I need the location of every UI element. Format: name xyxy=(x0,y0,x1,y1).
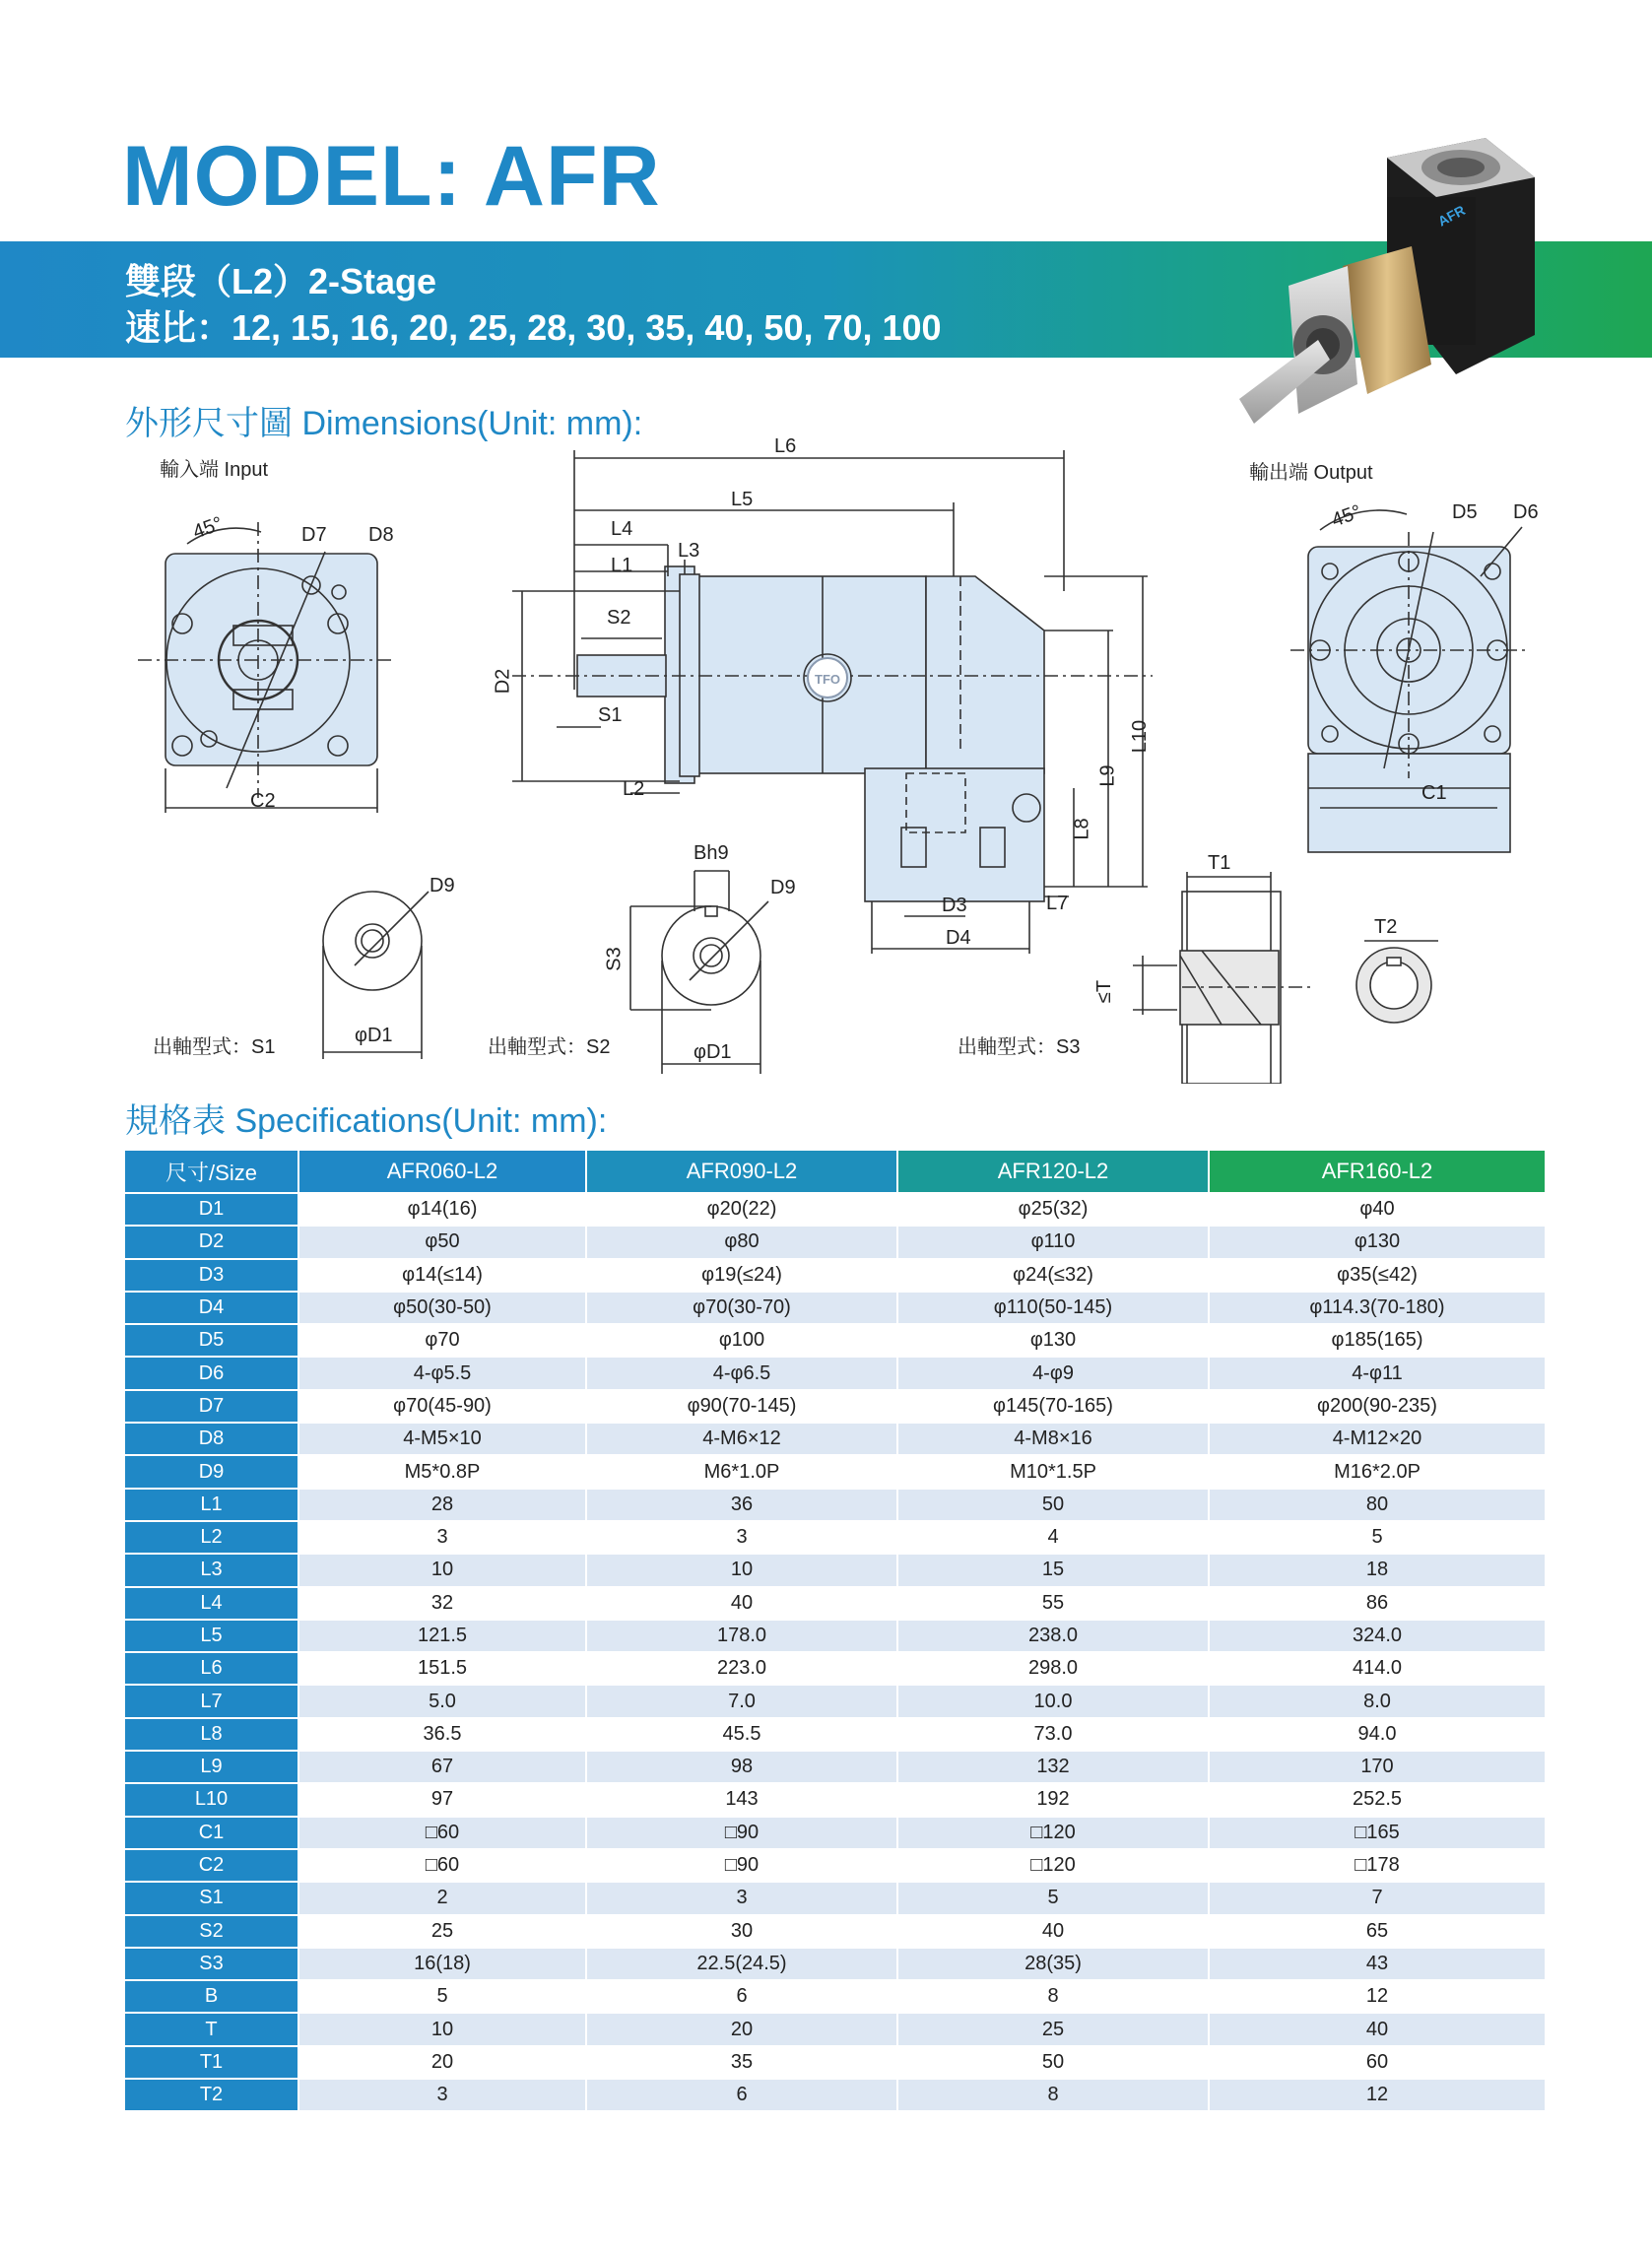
table-row xyxy=(125,1817,1546,1849)
table-cell: φ80 xyxy=(586,1226,897,1258)
table-cell: M6*1.0P xyxy=(586,1455,897,1488)
table-cell: φ14(≤14) xyxy=(298,1259,586,1292)
label-l8: L8 xyxy=(1071,818,1093,840)
table-cell: 121.5 xyxy=(298,1620,586,1652)
table-cell: φ20(22) xyxy=(586,1193,897,1226)
table-cell: φ70 xyxy=(298,1324,586,1357)
table-cell: 10.0 xyxy=(897,1685,1209,1717)
table-cell: □60 xyxy=(298,1849,586,1882)
row-label: S2 xyxy=(125,1915,298,1948)
label-d1-s1: φD1 xyxy=(355,1025,393,1046)
label-d2: D2 xyxy=(492,668,514,695)
table-row xyxy=(125,1751,1546,1783)
table-row xyxy=(125,2046,1546,2079)
table-row xyxy=(125,1489,1546,1521)
table-header-row xyxy=(125,1151,1546,1193)
table-cell: 4-M6×12 xyxy=(586,1423,897,1455)
table-cell: 414.0 xyxy=(1209,1652,1546,1685)
table-cell: 6 xyxy=(586,2079,897,2110)
table-row xyxy=(125,1587,1546,1620)
output-label: 輸出端 Output xyxy=(1249,462,1373,484)
table-row xyxy=(125,1882,1546,1914)
label-l6: L6 xyxy=(774,435,797,457)
shaft-type-s1: 出軸型式：S1 xyxy=(153,1036,276,1058)
label-d3: D3 xyxy=(942,895,967,916)
table-cell: 324.0 xyxy=(1209,1620,1546,1652)
table-cell: 40 xyxy=(1209,2013,1546,2045)
table-row xyxy=(125,1980,1546,2013)
table-cell: 20 xyxy=(586,2013,897,2045)
row-label: L2 xyxy=(125,1521,298,1554)
label-d8: D8 xyxy=(368,524,394,546)
label-s3: S3 xyxy=(603,947,626,971)
table-row xyxy=(125,1292,1546,1324)
label-c2: C2 xyxy=(250,790,276,812)
table-cell: 80 xyxy=(1209,1489,1546,1521)
table-cell: φ35(≤42) xyxy=(1209,1259,1546,1292)
table-cell: 238.0 xyxy=(897,1620,1209,1652)
table-cell: 18 xyxy=(1209,1554,1546,1586)
shaft-type-s3: 出軸型式：S3 xyxy=(958,1036,1081,1058)
table-row xyxy=(125,1783,1546,1816)
table-cell: 15 xyxy=(897,1554,1209,1586)
table-row xyxy=(125,1685,1546,1717)
shaft-type-s2: 出軸型式：S2 xyxy=(488,1036,611,1058)
table-cell: 7 xyxy=(1209,1882,1546,1914)
table-cell: 12 xyxy=(1209,1980,1546,2013)
row-label: S3 xyxy=(125,1948,298,1980)
table-cell: φ110(50-145) xyxy=(897,1292,1209,1324)
table-cell: 12 xyxy=(1209,2079,1546,2110)
row-label: T xyxy=(125,2013,298,2045)
ratio-text: 速比：12, 15, 16, 20, 25, 28, 30, 35, 40, 50, 70, 100 xyxy=(125,307,942,348)
table-row xyxy=(125,1849,1546,1882)
label-l1: L1 xyxy=(611,555,633,576)
table-cell: 4-M12×20 xyxy=(1209,1423,1546,1455)
table-cell: 4-φ6.5 xyxy=(586,1357,897,1389)
table-row xyxy=(125,1226,1546,1258)
label-s2: S2 xyxy=(607,607,631,629)
table-cell: 132 xyxy=(897,1751,1209,1783)
table-cell: 45.5 xyxy=(586,1718,897,1751)
table-cell: 94.0 xyxy=(1209,1718,1546,1751)
svg-text:AFR: AFR xyxy=(1434,202,1468,230)
row-label: D8 xyxy=(125,1423,298,1455)
table-cell: φ14(16) xyxy=(298,1193,586,1226)
table-cell: φ50(30-50) xyxy=(298,1292,586,1324)
table-cell: 4-φ11 xyxy=(1209,1357,1546,1389)
table-row xyxy=(125,1521,1546,1554)
table-cell: 73.0 xyxy=(897,1718,1209,1751)
table-cell: φ70(30-70) xyxy=(586,1292,897,1324)
table-cell: 4-M5×10 xyxy=(298,1423,586,1455)
table-cell: 67 xyxy=(298,1751,586,1783)
dimensions-heading: 外形尺寸圖 Dimensions(Unit: mm): xyxy=(125,405,643,442)
table-cell: 5 xyxy=(897,1882,1209,1914)
table-cell: φ110 xyxy=(897,1226,1209,1258)
table-cell: φ100 xyxy=(586,1324,897,1357)
table-cell: φ145(70-165) xyxy=(897,1390,1209,1423)
label-l4: L4 xyxy=(611,518,633,540)
table-cell: 3 xyxy=(298,1521,586,1554)
table-cell: □120 xyxy=(897,1849,1209,1882)
table-cell: 5 xyxy=(298,1980,586,2013)
row-label: S1 xyxy=(125,1882,298,1914)
input-label: 輸入端 Input xyxy=(160,459,269,481)
label-d1-s2: φD1 xyxy=(694,1041,732,1063)
row-label: L9 xyxy=(125,1751,298,1783)
label-t2: T2 xyxy=(1374,916,1398,938)
table-cell: 4-M8×16 xyxy=(897,1423,1209,1455)
table-cell: 28(35) xyxy=(897,1948,1209,1980)
row-label: D7 xyxy=(125,1390,298,1423)
label-l3: L3 xyxy=(678,540,700,562)
table-cell: 5.0 xyxy=(298,1685,586,1717)
table-row xyxy=(125,1620,1546,1652)
table-row xyxy=(125,1357,1546,1389)
label-c1: C1 xyxy=(1421,782,1447,804)
label-d5: D5 xyxy=(1452,501,1478,523)
table-cell: 3 xyxy=(586,1882,897,1914)
row-label: D9 xyxy=(125,1455,298,1488)
label-d9-s1: D9 xyxy=(430,875,455,896)
row-label: L1 xyxy=(125,1489,298,1521)
table-cell: 7.0 xyxy=(586,1685,897,1717)
row-label: D4 xyxy=(125,1292,298,1324)
table-cell: □90 xyxy=(586,1817,897,1849)
table-cell: 10 xyxy=(298,1554,586,1586)
table-row xyxy=(125,2079,1546,2110)
table-cell: 25 xyxy=(298,1915,586,1948)
row-label: L5 xyxy=(125,1620,298,1652)
row-label: L6 xyxy=(125,1652,298,1685)
label-bh9: Bh9 xyxy=(694,842,729,864)
label-d9-s2: D9 xyxy=(770,877,796,898)
table-cell: 192 xyxy=(897,1783,1209,1816)
row-label: L4 xyxy=(125,1587,298,1620)
table-cell: 4-φ9 xyxy=(897,1357,1209,1389)
table-row xyxy=(125,1554,1546,1586)
label-d6: D6 xyxy=(1513,501,1539,523)
table-cell: 3 xyxy=(586,1521,897,1554)
table-cell: □178 xyxy=(1209,1849,1546,1882)
row-label: B xyxy=(125,1980,298,2013)
table-cell: φ200(90-235) xyxy=(1209,1390,1546,1423)
table-cell: 25 xyxy=(897,2013,1209,2045)
table-cell: M10*1.5P xyxy=(897,1455,1209,1488)
row-label: C1 xyxy=(125,1817,298,1849)
table-cell: 98 xyxy=(586,1751,897,1783)
table-cell: 6 xyxy=(586,1980,897,2013)
table-cell: φ19(≤24) xyxy=(586,1259,897,1292)
table-cell: 55 xyxy=(897,1587,1209,1620)
table-cell: 86 xyxy=(1209,1587,1546,1620)
angle-output: 45° xyxy=(1328,500,1364,532)
column-header-model: AFR060-L2 xyxy=(298,1151,586,1193)
table-cell: 30 xyxy=(586,1915,897,1948)
table-cell: 50 xyxy=(897,1489,1209,1521)
table-row xyxy=(125,1455,1546,1488)
table-cell: 223.0 xyxy=(586,1652,897,1685)
table-cell: φ40 xyxy=(1209,1193,1546,1226)
table-cell: 5 xyxy=(1209,1521,1546,1554)
label-l9: L9 xyxy=(1096,764,1119,787)
label-s1: S1 xyxy=(598,704,623,726)
column-header-model: AFR160-L2 xyxy=(1209,1151,1546,1193)
dimension-drawing xyxy=(0,0,1652,1084)
stage-text: 雙段（L2）2-Stage xyxy=(125,261,437,301)
table-cell: □90 xyxy=(586,1849,897,1882)
column-header-model: AFR120-L2 xyxy=(897,1151,1209,1193)
table-cell: 40 xyxy=(586,1587,897,1620)
table-cell: 32 xyxy=(298,1587,586,1620)
table-cell: 2 xyxy=(298,1882,586,1914)
row-label: T1 xyxy=(125,2046,298,2079)
table-cell: 28 xyxy=(298,1489,586,1521)
table-cell: 8.0 xyxy=(1209,1685,1546,1717)
table-row xyxy=(125,1948,1546,1980)
label-l5: L5 xyxy=(731,489,754,510)
table-cell: 97 xyxy=(298,1783,586,1816)
table-row xyxy=(125,1390,1546,1423)
row-label: L3 xyxy=(125,1554,298,1586)
specifications-heading: 規格表 Specifications(Unit: mm): xyxy=(125,1102,608,1140)
label-l7: L7 xyxy=(1046,893,1069,914)
table-row xyxy=(125,1324,1546,1357)
label-t: ≤T xyxy=(1093,979,1116,1004)
table-row xyxy=(125,1915,1546,1948)
table-cell: 60 xyxy=(1209,2046,1546,2079)
angle-input: 45° xyxy=(189,512,226,544)
table-cell: 8 xyxy=(897,1980,1209,2013)
label-l2: L2 xyxy=(623,778,645,800)
table-cell: 3 xyxy=(298,2079,586,2110)
table-cell: 35 xyxy=(586,2046,897,2079)
table-cell: φ130 xyxy=(1209,1226,1546,1258)
table-cell: 178.0 xyxy=(586,1620,897,1652)
table-cell: 298.0 xyxy=(897,1652,1209,1685)
table-cell: 4-φ5.5 xyxy=(298,1357,586,1389)
table-row xyxy=(125,1423,1546,1455)
table-cell: □60 xyxy=(298,1817,586,1849)
table-cell: 252.5 xyxy=(1209,1783,1546,1816)
table-cell: φ185(165) xyxy=(1209,1324,1546,1357)
table-cell: φ114.3(70-180) xyxy=(1209,1292,1546,1324)
table-cell: 10 xyxy=(586,1554,897,1586)
row-label: D2 xyxy=(125,1226,298,1258)
table-cell: 4 xyxy=(897,1521,1209,1554)
table-cell: 40 xyxy=(897,1915,1209,1948)
table-cell: 36 xyxy=(586,1489,897,1521)
table-cell: 151.5 xyxy=(298,1652,586,1685)
label-d7: D7 xyxy=(301,524,327,546)
column-header-size: 尺寸/Size xyxy=(125,1151,298,1193)
label-t1: T1 xyxy=(1208,852,1231,874)
row-label: L8 xyxy=(125,1718,298,1751)
column-header-model: AFR090-L2 xyxy=(586,1151,897,1193)
page-title: MODEL: AFR xyxy=(122,129,661,224)
table-cell: 36.5 xyxy=(298,1718,586,1751)
table-cell: 22.5(24.5) xyxy=(586,1948,897,1980)
table-cell: M5*0.8P xyxy=(298,1455,586,1488)
row-label: D5 xyxy=(125,1324,298,1357)
table-cell: 10 xyxy=(298,2013,586,2045)
row-label: C2 xyxy=(125,1849,298,1882)
table-cell: 50 xyxy=(897,2046,1209,2079)
table-cell: φ130 xyxy=(897,1324,1209,1357)
row-label: T2 xyxy=(125,2079,298,2110)
table-cell: □165 xyxy=(1209,1817,1546,1849)
table-cell: φ50 xyxy=(298,1226,586,1258)
table-cell: φ90(70-145) xyxy=(586,1390,897,1423)
table-row xyxy=(125,1718,1546,1751)
label-d4: D4 xyxy=(946,927,971,949)
table-cell: 65 xyxy=(1209,1915,1546,1948)
row-label: L7 xyxy=(125,1685,298,1717)
table-row xyxy=(125,1652,1546,1685)
table-cell: □120 xyxy=(897,1817,1209,1849)
table-cell: φ25(32) xyxy=(897,1193,1209,1226)
table-row xyxy=(125,2013,1546,2045)
table-row xyxy=(125,1193,1546,1226)
table-cell: 16(18) xyxy=(298,1948,586,1980)
row-label: D6 xyxy=(125,1357,298,1389)
label-l10: L10 xyxy=(1129,719,1152,754)
table-cell: φ24(≤32) xyxy=(897,1259,1209,1292)
table-cell: φ70(45-90) xyxy=(298,1390,586,1423)
table-cell: 20 xyxy=(298,2046,586,2079)
svg-text:TFO: TFO xyxy=(815,672,840,687)
table-cell: M16*2.0P xyxy=(1209,1455,1546,1488)
row-label: L10 xyxy=(125,1783,298,1816)
specifications-table xyxy=(125,1151,1547,2110)
table-cell: 8 xyxy=(897,2079,1209,2110)
row-label: D3 xyxy=(125,1259,298,1292)
table-cell: 170 xyxy=(1209,1751,1546,1783)
table-cell: 143 xyxy=(586,1783,897,1816)
row-label: D1 xyxy=(125,1193,298,1226)
table-cell: 43 xyxy=(1209,1948,1546,1980)
table-row xyxy=(125,1259,1546,1292)
